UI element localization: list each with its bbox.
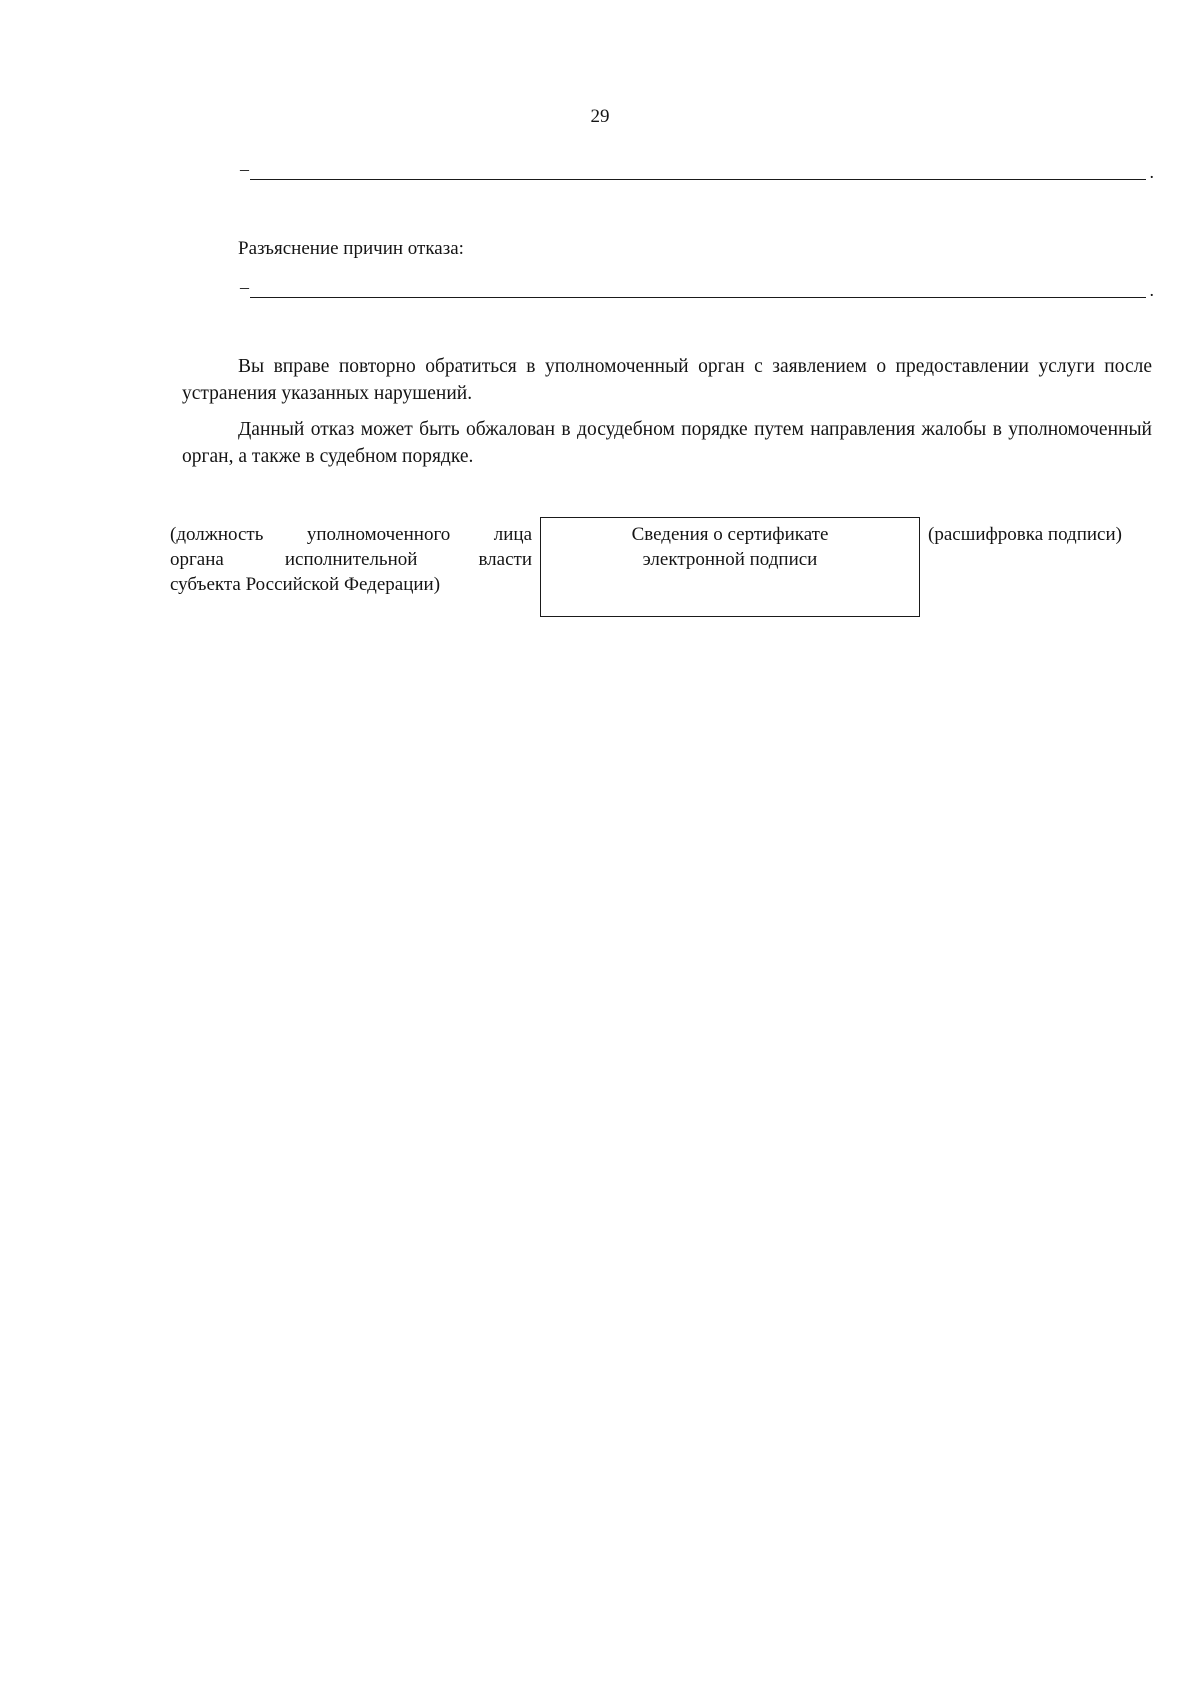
position-label-line: (должность уполномоченного лица: [170, 524, 532, 545]
signature-decoding-label: (расшифровка подписи): [928, 524, 1122, 545]
official-position-label: [170, 522, 532, 597]
certificate-box-line: электронной подписи: [642, 549, 818, 570]
paragraph-reapply: Вы вправе повторно обратиться в уполномоченный орган с заявлением о предоставлении услуги после устранения указанных нарушений.: [182, 356, 1152, 404]
fill-line-period: .: [1149, 280, 1154, 300]
certificate-box-line: Сведения о сертификате: [631, 524, 829, 545]
fill-line-dash: –: [240, 277, 249, 297]
blank-fill-line-2: [240, 278, 1154, 298]
position-label-line: субъекта Российской Федерации): [170, 574, 441, 595]
page-number: 29: [590, 106, 610, 127]
paragraph-appeal: Данный отказ может быть обжалован в досудебном порядке путем направления жалобы в уполномоченный орган, а также в судебном порядке.: [182, 419, 1152, 467]
fill-line-rule: [250, 297, 1146, 298]
fill-line-dash: –: [240, 159, 249, 179]
position-label-line: органа исполнительной власти: [170, 549, 532, 570]
blank-fill-line-1: [240, 160, 1154, 180]
e-signature-certificate-box: [540, 517, 920, 617]
fill-line-period: .: [1149, 162, 1154, 182]
fill-line-rule: [250, 179, 1146, 180]
refusal-reason-label: Разъяснение причин отказа:: [238, 238, 464, 259]
